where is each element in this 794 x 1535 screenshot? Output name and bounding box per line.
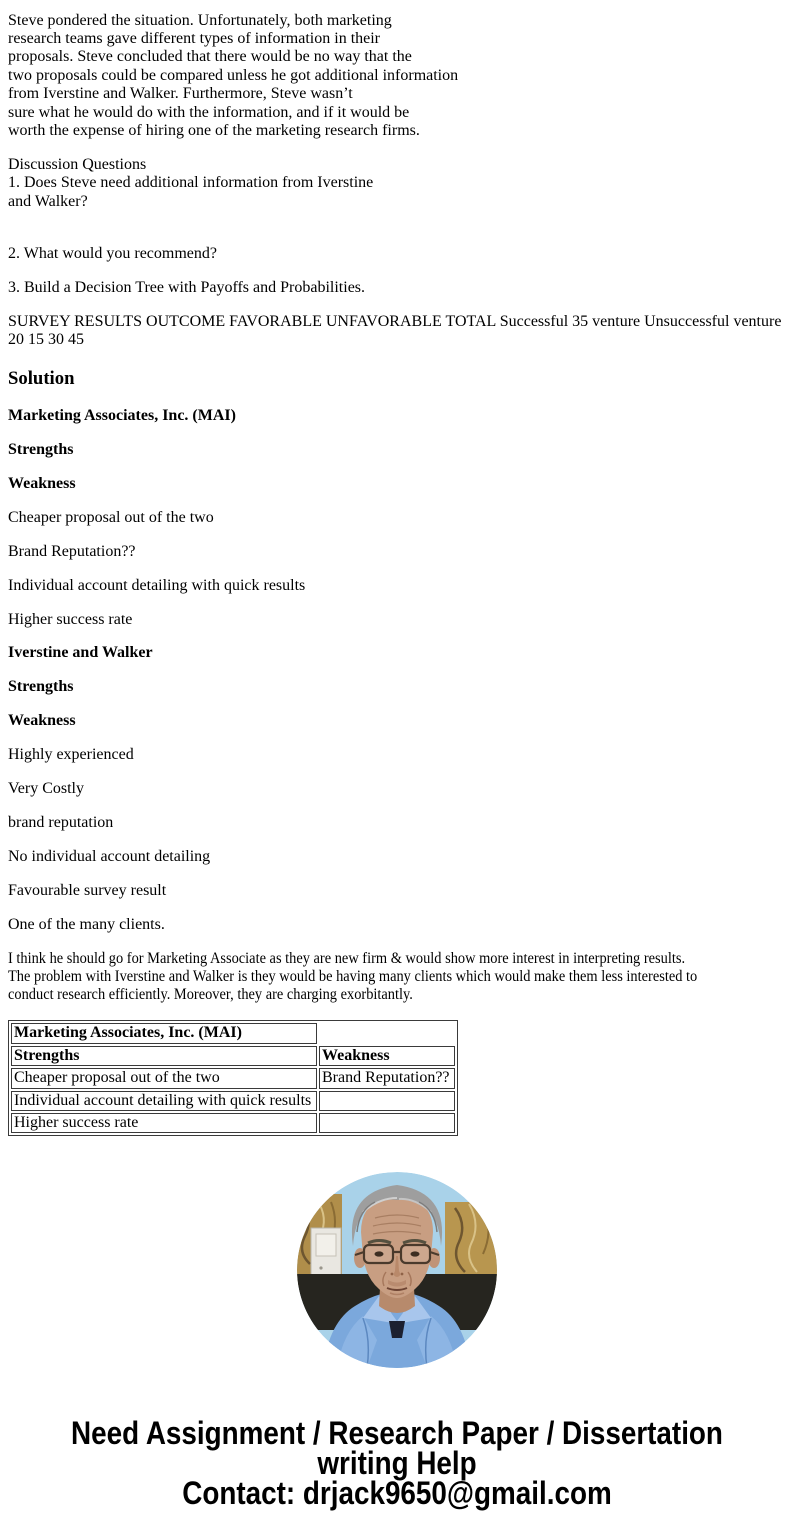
iw-title: Iverstine and Walker xyxy=(8,644,153,662)
mai-point: Brand Reputation?? xyxy=(8,542,136,560)
iw-point: Highly experienced xyxy=(8,746,134,764)
iw-point: Very Costly xyxy=(8,780,84,798)
question-3: 3. Build a Decision Tree with Payoffs and Probabilities. xyxy=(8,278,366,296)
iw-point: brand reputation xyxy=(8,813,114,831)
mai-title: Marketing Associates, Inc. (MAI) xyxy=(8,407,236,425)
table-row xyxy=(11,1113,455,1133)
iw-point: Favourable survey result xyxy=(8,881,167,899)
table-row xyxy=(11,1046,455,1066)
table-row xyxy=(11,1023,455,1043)
mai-strengths-label: Strengths xyxy=(8,441,74,458)
document-body xyxy=(0,11,794,1512)
table-cell xyxy=(319,1113,455,1133)
table-row xyxy=(11,1068,455,1088)
iw-point: One of the many clients. xyxy=(8,915,165,933)
mai-point: Higher success rate xyxy=(8,610,133,628)
mai-point: Cheaper proposal out of the two xyxy=(8,508,214,526)
solution-heading: Solution xyxy=(8,367,75,389)
table-cell: Cheaper proposal out of the two xyxy=(11,1068,317,1088)
mai-weakness-label: Weakness xyxy=(8,474,76,492)
intro-paragraph: Steve pondered the situation. Unfortunately, both marketing research teams gave different types of information in their proposals. Steve concluded that there would be no way that the two proposals could be compared unless he got additional information from Iverstine and Walker. Furthermore, Steve wasn’t sure what he would do with the information, and if it would be worth the expense of hiring one of the marketing research firms. xyxy=(8,11,459,139)
iw-strengths-label: Strengths xyxy=(8,678,74,696)
table-cell: Brand Reputation?? xyxy=(319,1068,455,1088)
weakness-header-cell: Weakness xyxy=(319,1046,455,1066)
survey-results-line: SURVEY RESULTS OUTCOME FAVORABLE UNFAVORABLE TOTAL Successful 35 venture Unsuccessful venture 20 15 30 45 xyxy=(8,312,782,349)
question-2: 2. What would you recommend? xyxy=(8,244,217,262)
table-cell: Higher success rate xyxy=(11,1113,317,1133)
table-cell: Individual account detailing with quick results xyxy=(11,1091,317,1111)
table-title-cell: Marketing Associates, Inc. (MAI) xyxy=(11,1023,317,1043)
table-cell xyxy=(319,1091,455,1111)
strengths-header-cell: Strengths xyxy=(11,1046,317,1066)
comparison-table xyxy=(8,1020,458,1136)
table-row xyxy=(11,1091,455,1111)
recommendation-paragraph: I think he should go for Marketing Associate as they are new firm & would show more interest in interpreting results. The problem with Iverstine and Walker is they would be having many clients which would make them less interested to conduct research efficiently. Moreover, they are charging exorbitantly. xyxy=(8,949,698,1004)
table-empty-cell xyxy=(319,1023,455,1043)
photo-container xyxy=(8,1172,786,1368)
mai-point: Individual account detailing with quick results xyxy=(8,576,306,594)
instructor-photo xyxy=(297,1172,497,1368)
iw-weakness-label: Weakness xyxy=(8,712,76,730)
discussion-questions: Discussion Questions 1. Does Steve need additional information from Iverstine and Walker? xyxy=(8,155,374,210)
iw-point: No individual account detailing xyxy=(8,847,211,865)
footer-help-text: Need Assignment / Research Paper / Dissertation writing Help Contact: drjack9650@gmail.com xyxy=(71,1415,723,1512)
